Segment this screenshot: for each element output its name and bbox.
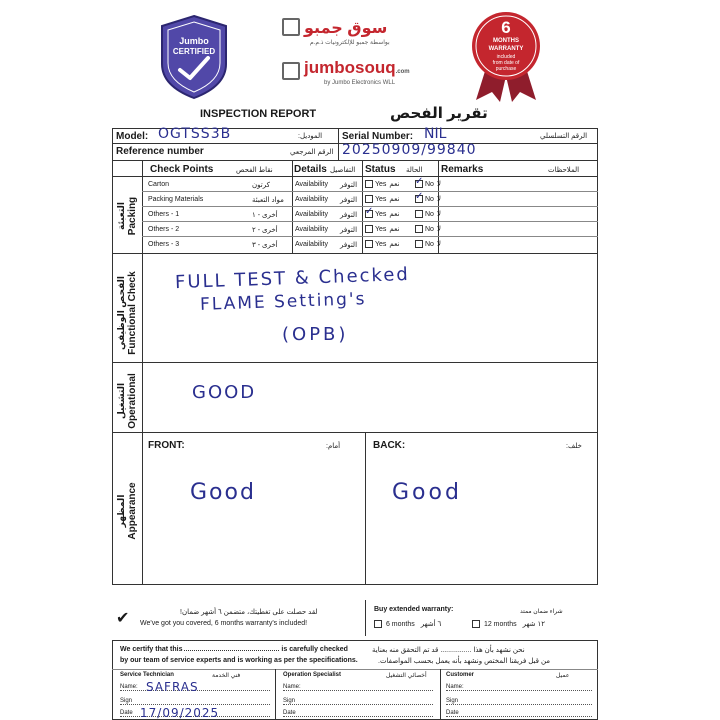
status-no-label-ar: لا	[436, 211, 441, 218]
warranty-line3: included	[496, 54, 516, 60]
logo-english: jumbosouq.com	[304, 58, 410, 77]
signature-name-label: Name:	[446, 684, 464, 690]
detail-text-ar: التوفر	[340, 227, 358, 234]
tech-label: Service Technician	[120, 672, 174, 678]
signature-sign-label: Sign	[446, 698, 459, 704]
covered-english: We've got you covered, 6 months warranty's included!	[140, 620, 308, 627]
status-no-checkbox[interactable]	[415, 240, 423, 248]
detail-text: Availability	[295, 226, 328, 233]
status-yes-checkbox[interactable]	[365, 240, 373, 248]
status-no-option[interactable]	[415, 240, 441, 248]
check-point-name: Packing Materials	[148, 196, 204, 203]
ops-label-ar: أخصائي التشغيل	[386, 673, 427, 679]
signature-date-field[interactable]	[283, 710, 433, 717]
check-mark-icon: ✓	[415, 176, 424, 188]
status-no-label-ar: لا	[436, 196, 441, 203]
back-label: BACK:	[373, 440, 406, 451]
status-yes-label-ar: نعم	[389, 196, 400, 203]
warranty-badge	[468, 10, 544, 104]
check-point-name: Others - 1	[148, 211, 180, 218]
tech-label-ar: فني الخدمة	[212, 673, 241, 679]
check-point-name-ar: أخرى - ٢	[252, 227, 278, 234]
appearance-section-label: المظهر Appearance	[116, 482, 138, 540]
buy-warranty-label-ar: شراء ضمان ممتد	[520, 609, 563, 615]
jumbo-certified-badge	[158, 14, 230, 100]
status-no-option[interactable]	[415, 210, 441, 218]
status-yes-label: Yes	[375, 196, 387, 203]
signature-date-label: Date	[446, 710, 459, 716]
status-no-label: No	[425, 211, 434, 218]
status-no-label: No	[425, 196, 434, 203]
check-point-name-ar: كرتون	[252, 182, 270, 189]
warranty-line2: WARRANTY	[488, 46, 524, 52]
check-point-name: Carton	[148, 181, 170, 188]
status-yes-label: Yes	[375, 211, 387, 218]
logo-arabic: سوق جمبو	[304, 20, 388, 37]
title-english: INSPECTION REPORT	[200, 108, 317, 120]
title-arabic: تقرير الفحص	[390, 105, 488, 122]
status-no-checkbox[interactable]	[415, 176, 424, 188]
signature-sign-field[interactable]	[283, 698, 433, 705]
signature-sign-label: Sign	[283, 698, 296, 704]
packing-section-label: التعبئة Packing	[116, 196, 138, 236]
status-no-label-ar: لا	[436, 181, 441, 188]
signature-name-label: Name:	[283, 684, 301, 690]
signature-date-label: Date	[283, 710, 296, 716]
warranty-line5: purchase	[495, 66, 517, 72]
status-header: Status	[365, 164, 396, 175]
tech-date-value: 17/09/2025	[140, 706, 220, 720]
status-no-label-ar: لا	[436, 241, 441, 248]
cust-label-ar: عميل	[556, 673, 570, 679]
detail-text: Availability	[295, 241, 328, 248]
status-yes-label-ar: نعم	[389, 181, 400, 188]
serial-label-ar: الرقم التسلسلي	[540, 133, 588, 140]
back-value: Good	[392, 480, 462, 505]
status-yes-option[interactable]	[365, 240, 399, 248]
warranty-12-months-checkbox[interactable]	[472, 620, 480, 628]
status-no-checkbox[interactable]	[415, 191, 424, 203]
operational-value: GOOD	[192, 382, 257, 403]
warranty-line4: from date of	[492, 60, 520, 66]
detail-text: Availability	[295, 181, 328, 188]
status-no-option[interactable]	[415, 191, 441, 203]
signature-sign-field[interactable]	[446, 698, 592, 705]
status-no-label: No	[425, 241, 434, 248]
detail-text: Availability	[295, 211, 328, 218]
status-yes-label: Yes	[375, 181, 387, 188]
signature-date-label: Date	[120, 710, 133, 716]
detail-text-ar: التوفر	[340, 182, 358, 189]
status-no-checkbox[interactable]	[415, 225, 423, 233]
jumbosouq-logo	[282, 18, 432, 98]
status-yes-label-ar: نعم	[389, 211, 400, 218]
status-no-option[interactable]	[415, 176, 441, 188]
badge-line2: CERTIFIED	[172, 47, 216, 56]
back-label-ar: خلف:	[566, 443, 582, 450]
warranty-line1: MONTHS	[493, 38, 519, 44]
status-no-option[interactable]	[415, 225, 441, 233]
check-points-header-ar: نقاط الفحص	[236, 167, 273, 174]
functional-line1: FULL TEST & Checked	[174, 263, 411, 294]
certify-line2: by our team of service experts and is working as per the specifications.	[120, 657, 358, 664]
signature-name-field[interactable]	[446, 684, 592, 691]
front-label: FRONT:	[148, 440, 185, 451]
details-header-ar: التفاصيل	[330, 167, 356, 174]
detail-text-ar: التوفر	[340, 212, 358, 219]
functional-section-label: الفحص الوظيفي Functional Check	[116, 271, 138, 355]
status-yes-label-ar: نعم	[389, 226, 400, 233]
model-label-ar: الموديل:	[298, 133, 323, 140]
status-no-label-ar: لا	[436, 226, 441, 233]
status-no-label: No	[425, 181, 434, 188]
buy-warranty-label: Buy extended warranty:	[374, 606, 454, 613]
certify-line1: We certify that this is carefully checked	[120, 646, 348, 653]
detail-text-ar: التوفر	[340, 242, 358, 249]
check-point-name-ar: أخرى - ٣	[252, 242, 278, 249]
remarks-header: Remarks	[441, 164, 484, 175]
status-yes-label: Yes	[375, 241, 387, 248]
status-yes-checkbox[interactable]	[365, 195, 373, 203]
signature-date-field[interactable]	[446, 710, 592, 717]
check-mark-icon: ✓	[415, 191, 424, 203]
status-yes-label-ar: نعم	[389, 241, 400, 248]
ops-label: Operation Specialist	[283, 672, 342, 678]
status-yes-option[interactable]	[365, 195, 399, 203]
cart-icon	[282, 62, 300, 80]
status-no-label: No	[425, 226, 434, 233]
front-label-ar: أمام:	[326, 443, 341, 450]
tech-name-value: SAFRAS	[146, 680, 199, 694]
signature-name-field[interactable]	[283, 684, 433, 691]
reference-value: 20250909/99840	[342, 142, 477, 158]
signature-sign-label: Sign	[120, 698, 133, 704]
status-yes-checkbox[interactable]	[365, 225, 373, 233]
covered-arabic: لقد حصلت على تغطيتك، متضمن ٦ أشهر ضمان!	[180, 609, 318, 616]
check-mark-icon: ✔	[116, 610, 130, 627]
functional-line2: FLAME Setting's	[199, 289, 367, 315]
signature-name-label: Name:	[120, 684, 138, 690]
status-yes-option[interactable]	[365, 180, 399, 188]
status-yes-label: Yes	[375, 226, 387, 233]
detail-text-ar: التوفر	[340, 197, 358, 204]
check-points-header: Check Points	[150, 164, 214, 175]
functional-line3: (OPB)	[282, 324, 349, 345]
status-yes-checkbox[interactable]	[365, 206, 374, 218]
front-value: Good	[190, 480, 256, 505]
check-point-name: Others - 3	[148, 241, 180, 248]
details-header: Details	[294, 164, 327, 175]
status-yes-option[interactable]	[365, 225, 399, 233]
status-yes-option[interactable]	[365, 206, 400, 218]
check-mark-icon: ✓	[365, 206, 374, 218]
logo-arabic-sub: بواسطة جمبو للإلكترونيات ذ.م.م	[310, 40, 390, 46]
warranty-6-months-option[interactable]: 6 months ٦ أشهر	[374, 620, 441, 628]
warranty-number: 6	[501, 18, 511, 37]
operational-section-label: التشغيل Operational	[116, 373, 138, 429]
reference-label: Reference number	[116, 146, 204, 157]
check-point-name: Others - 2	[148, 226, 180, 233]
status-yes-checkbox[interactable]	[365, 180, 373, 188]
warranty-12-months-option[interactable]: 12 months ١٢ شهر	[472, 620, 545, 628]
remarks-header-ar: الملاحظات	[548, 167, 580, 174]
reference-label-ar: الرقم المرجعي	[290, 149, 334, 156]
cart-icon	[282, 18, 300, 36]
badge-line1: Jumbo	[179, 36, 209, 46]
detail-text: Availability	[295, 196, 328, 203]
status-header-ar: الحالة	[406, 167, 423, 174]
check-point-name-ar: أخرى - ١	[252, 212, 278, 219]
model-value: OGTSS3B	[158, 126, 232, 142]
check-point-name-ar: مواد التعبئة	[252, 197, 284, 204]
shield-icon	[158, 14, 230, 100]
serial-label: Serial Number:	[342, 131, 414, 142]
certify-arabic2: من قبل فريقنا المختص ونشهد بأنه يعمل بحسب المواصفات.	[378, 658, 551, 665]
cust-label: Customer	[446, 672, 475, 678]
certify-arabic1: نحن نشهد بأن هذا ................ قد تم التحقق منه بعناية	[372, 647, 525, 654]
model-label: Model:	[116, 131, 149, 142]
status-no-checkbox[interactable]	[415, 210, 423, 218]
signature-sign-field[interactable]	[120, 698, 270, 705]
warranty-6-months-checkbox[interactable]	[374, 620, 382, 628]
serial-value: NIL	[424, 126, 447, 142]
logo-english-sub: by Jumbo Electronics WLL	[324, 80, 396, 86]
